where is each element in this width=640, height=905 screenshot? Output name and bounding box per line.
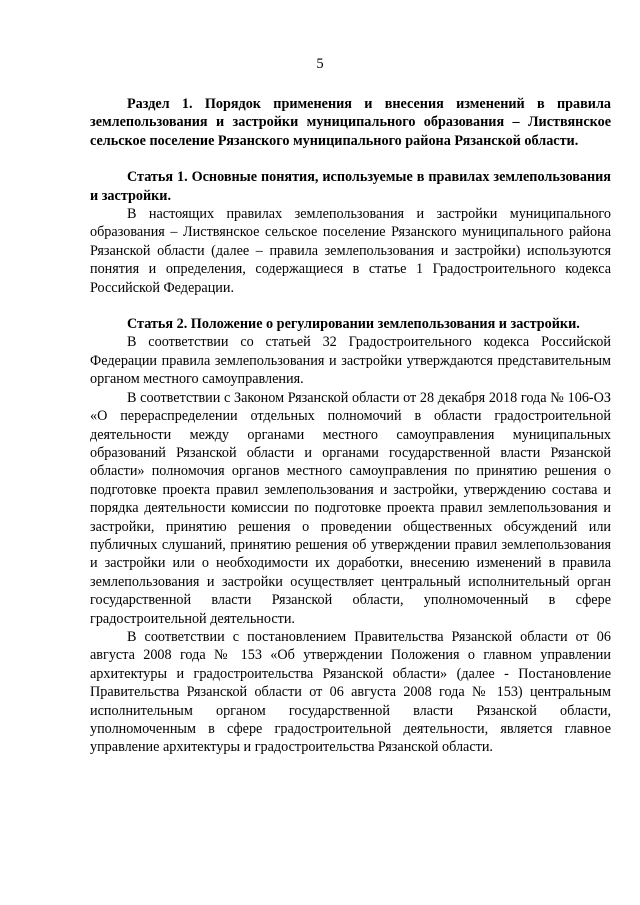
article-1-paragraph: В настоящих правилах землепользования и застройки муниципального образования – Листвянское сельское поселение Рязанского муниципального района Рязанской области (далее – правила землепользования и застройки) используются понятия и определения, содержащиеся в статье 1 Градостроительного кодекса Российской Федерации. [90,206,611,296]
article-1-heading: Статья 1. Основные понятия, используемые в правилах землепользования и застройки. [90,169,611,204]
page-number: 5 [316,56,324,72]
article-2-heading: Статья 2. Положение о регулировании землепользования и застройки. [127,316,580,333]
article-2-paragraph: В соответствии с Законом Рязанской области от 28 декабря 2018 года № 106-ОЗ «О перераспределении отдельных полномочий в области градостроительной деятельности между органами местного самоуправления муниципальных образований Рязанской области и органами государственной власти Рязанской области» полномочия органов местного самоуправления по принятию решения о подготовке проекта правил землепользования и застройки, утверждению состава и порядка деятельности комиссии по подготовке проекта правил землепользования и застройки, принятию решения о проведении общественных обсуждений или публичных слушаний, принятию решения об утверждении правил землепользования и застройки или о необходимости их доработки, внесению изменений в правила землепользования и застройки осуществляет центральный исполнительный орган государственной власти Рязанской области, уполномоченный в сфере градостроительной деятельности. [90,389,611,627]
article-2-paragraph: В соответствии со статьей 32 Градостроительного кодекса Российской Федерации правила землепользования и застройки утверждаются представительным органом местного самоуправления. [90,334,611,388]
section-heading: Раздел 1. Порядок применения и внесения изменений в правила землепользования и застройки муниципального образования – Листвянское сельское поселение Рязанского муниципального района Рязанской области. [90,96,611,149]
document-body [90,95,611,757]
article-2-paragraph: В соответствии с постановлением Правительства Рязанской области от 06 августа 2008 года № 153 «Об утверждении Положения о главном управлении архитектуры и градостроительства Рязанской области» (далее - Постановление Правительства Рязанской области от 06 августа 2008 года № 153) центральным исполнительным органом государственной власти Рязанской области, уполномоченным в сфере градостроительной деятельности, является главное управление архитектуры и градостроительства Рязанской области. [90,628,611,756]
spacer [90,150,611,168]
spacer [90,297,611,315]
